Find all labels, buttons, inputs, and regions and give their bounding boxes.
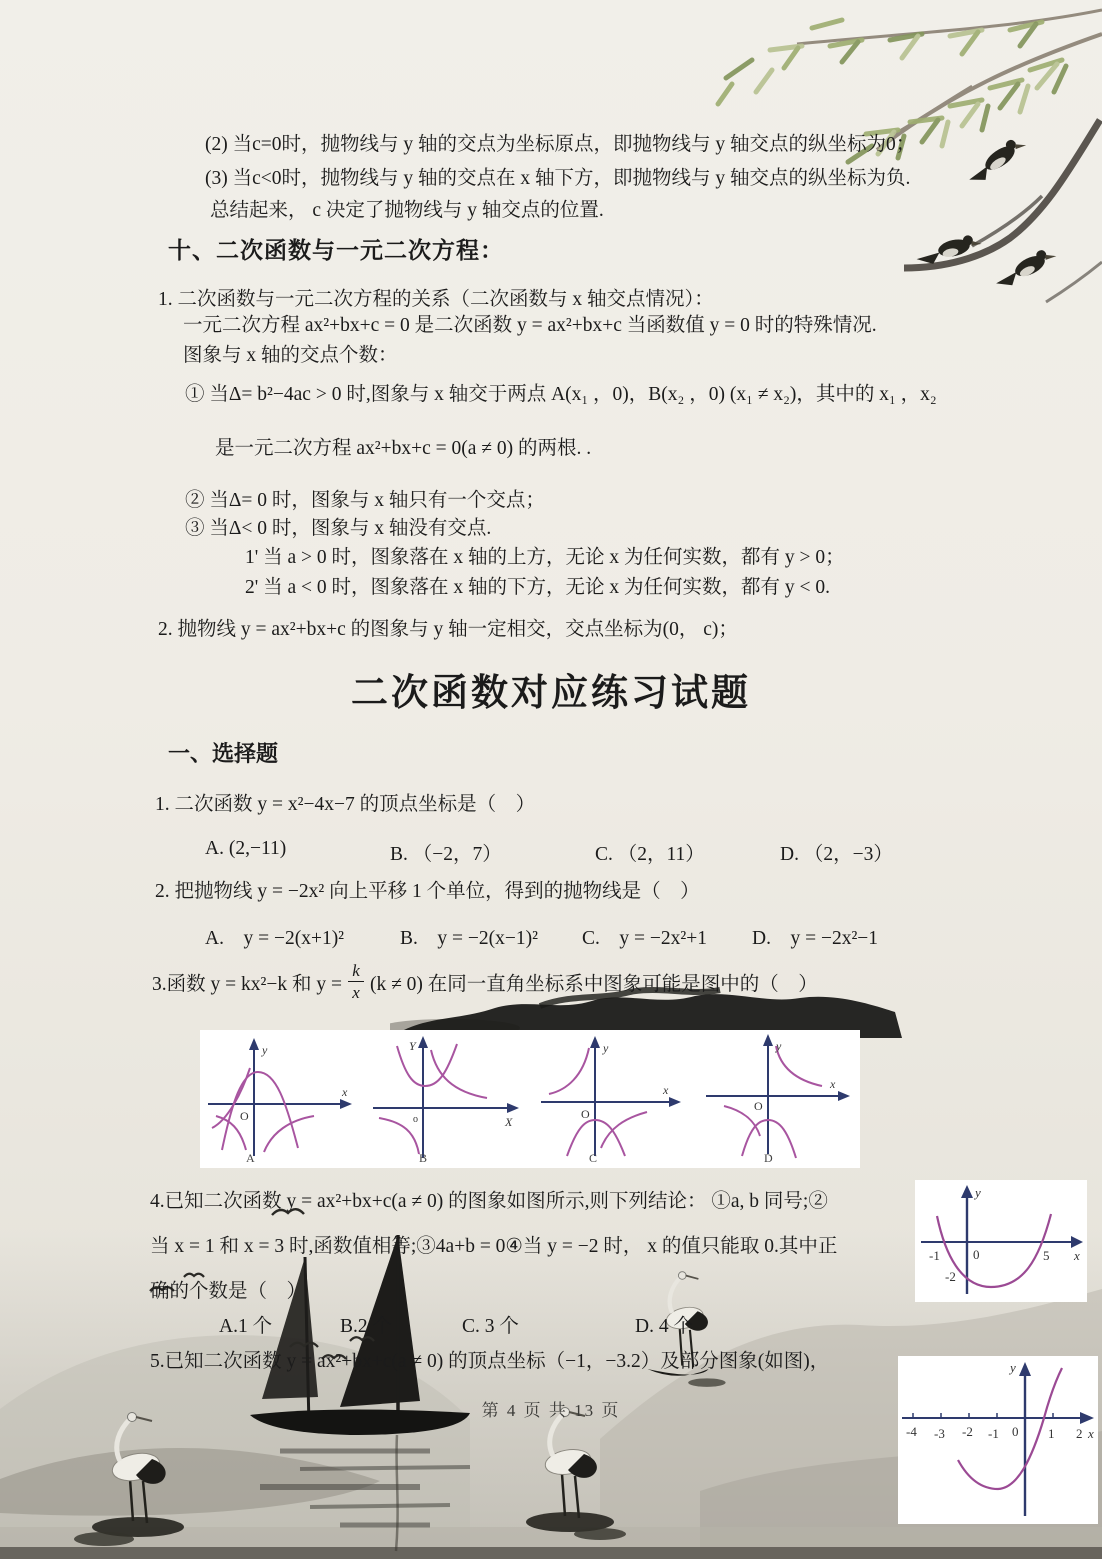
case1-line2: 是一元二次方程 ax²+bx+c = 0(a ≠ 0) 的两根. . [215, 438, 592, 459]
practice-title: 二次函数对应练习试题 [351, 672, 751, 713]
svg-text:o: o [413, 1114, 419, 1125]
svg-text:y: y [602, 1041, 608, 1055]
bird-icon [994, 249, 1058, 286]
question5-stem: 5.已知二次函数 y = ax²+bx+c(a ≠ 0) 的顶点坐标（−1，−3.2）及部分图象(如图)， [150, 1351, 830, 1372]
section-ten-heading: 十、二次函数与一元二次方程： [168, 237, 504, 263]
question4-option-c: C. 3 个 [462, 1316, 519, 1337]
relation-title: 1. 二次函数与一元二次方程的关系（二次函数与 x 轴交点情况）： [158, 289, 714, 310]
svg-text:x: x [1088, 1426, 1094, 1441]
question4-line1: 4.已知二次函数 y = ax²+bx+c(a ≠ 0) 的图象如图所示,则下列结论： ①a, b 同号;② [150, 1191, 828, 1212]
question3-stem-pre: 3.函数 y = kx²−k 和 y = [152, 973, 342, 995]
case2-line: ② 当Δ= 0 时，图象与 x 轴只有一个交点； [185, 490, 545, 511]
question3-stem-post: (k ≠ 0) 在同一直角坐标系中图象可能是图中的（ ） [369, 973, 818, 995]
svg-text:y: y [975, 1185, 981, 1200]
question2-stem: 2. 把抛物线 y = −2x² 向上平移 1 个单位，得到的抛物线是（ ） [155, 881, 700, 902]
svg-text:Y: Y [409, 1039, 417, 1053]
svg-text:y: y [262, 1043, 268, 1057]
svg-text:-1: -1 [929, 1248, 940, 1263]
item2-line: 2. 抛物线 y = ax²+bx+c 的图象与 y 轴一定相交，交点坐标为(0， c)； [158, 619, 738, 640]
bird-icon [964, 137, 1031, 182]
svg-text:-1: -1 [988, 1426, 999, 1441]
page-footer: 第 4 页 共 13 页 [481, 1401, 621, 1420]
svg-text:A: A [246, 1151, 255, 1164]
svg-text:y: y [775, 1039, 782, 1053]
question1-option-a: A. (2,−11) [205, 838, 287, 859]
svg-text:5: 5 [1043, 1248, 1050, 1263]
svg-text:0: 0 [973, 1247, 980, 1262]
question2-option-a: A. y = −2(x+1)² [205, 928, 345, 949]
question2-option-d: D. y = −2x²−1 [752, 928, 879, 949]
graph-panel-B [367, 1032, 527, 1164]
svg-text:0: 0 [1012, 1424, 1019, 1439]
svg-text:C: C [588, 1151, 597, 1164]
question5-parabola-figure [898, 1356, 1098, 1524]
summary-line-c-zero: (2) 当c=0时，抛物线与 y 轴的交点为坐标原点，即抛物线与 y 轴交点的纵坐标为0； [205, 134, 916, 155]
summary-line-c-negative: (3) 当c<0时，抛物线与 y 轴的交点在 x 轴下方，即抛物线与 y 轴交点的纵坐标为负. [205, 168, 911, 189]
fraction-denominator: x [352, 983, 360, 1002]
question4-parabola-figure [915, 1180, 1087, 1302]
svg-text:y: y [1010, 1360, 1016, 1375]
svg-text:x: x [829, 1077, 836, 1091]
svg-text:x: x [1074, 1248, 1080, 1263]
svg-text:O: O [753, 1099, 763, 1113]
svg-text:x: x [342, 1085, 348, 1099]
fraction-numerator: k [352, 961, 360, 980]
fraction-k-over-x [348, 962, 364, 1001]
question4-option-d: D. 4 个 [635, 1316, 693, 1337]
svg-text:-3: -3 [934, 1426, 945, 1441]
case3-line: ③ 当Δ< 0 时，图象与 x 轴没有交点. [185, 518, 492, 539]
svg-text:D: D [763, 1151, 773, 1164]
svg-text:X: X [505, 1115, 513, 1129]
svg-text:-2: -2 [945, 1269, 956, 1284]
svg-text:1: 1 [1048, 1426, 1055, 1441]
summary-conclusion: 总结起来， c 决定了抛物线与 y 轴交点的位置. [210, 200, 604, 221]
question3-graph-options-figure [200, 1030, 860, 1168]
question4-line3: 确的个数是（ ） [150, 1281, 307, 1302]
svg-text:-4: -4 [906, 1424, 917, 1439]
relation-body: 一元二次方程 ax²+bx+c = 0 是二次函数 y = ax²+bx+c 当函数值 y = 0 时的特殊情况. [183, 315, 877, 336]
graph-panel-A [202, 1032, 362, 1164]
question2-option-c: C. y = −2x²+1 [582, 928, 707, 949]
question1-option-c: C. （2，11） [595, 844, 705, 865]
note-a-positive: 1' 当 a > 0 时，图象落在 x 轴的上方，无论 x 为任何实数，都有 y > 0； [245, 547, 845, 568]
question1-option-d: D. （2，−3） [780, 844, 893, 865]
graph-panel-D [698, 1032, 858, 1164]
question2-option-b: B. y = −2(x−1)² [400, 928, 538, 949]
choice-section-heading: 一、选择题 [168, 741, 279, 766]
case1-line1: ① 当Δ= b²−4ac > 0 时,图象与 x 轴交于两点 A(x₁ ，0)，B(x₂ ，0) (x₁ ≠ x₂)，其中的 x₁ ，x₂ [185, 384, 937, 405]
svg-text:x: x [662, 1083, 668, 1097]
svg-text:B: B [419, 1151, 428, 1164]
question4-option-a: A.1 个 [219, 1316, 273, 1337]
svg-text:-2: -2 [962, 1424, 973, 1439]
flying-bird-icon [270, 1203, 306, 1221]
question4-option-b: B.2 个 [340, 1316, 393, 1337]
question1-stem: 1. 二次函数 y = x²−4x−7 的顶点坐标是（ ） [155, 794, 536, 815]
note-a-negative: 2' 当 a < 0 时，图象落在 x 轴的下方，无论 x 为任何实数，都有 y < 0. [245, 577, 831, 598]
svg-text:O: O [240, 1109, 249, 1123]
question4-line2: 当 x = 1 和 x = 3 时,函数值相等;③4a+b = 0④当 y = −2 时， x 的值只能取 0.其中正 [150, 1236, 838, 1257]
svg-text:O: O [580, 1107, 590, 1121]
question3-stem [152, 962, 818, 1001]
svg-text:2: 2 [1076, 1426, 1083, 1441]
intersections-title: 图象与 x 轴的交点个数： [183, 345, 398, 366]
graph-panel-C [533, 1032, 693, 1164]
question1-option-b: B. （−2，7） [390, 844, 502, 865]
